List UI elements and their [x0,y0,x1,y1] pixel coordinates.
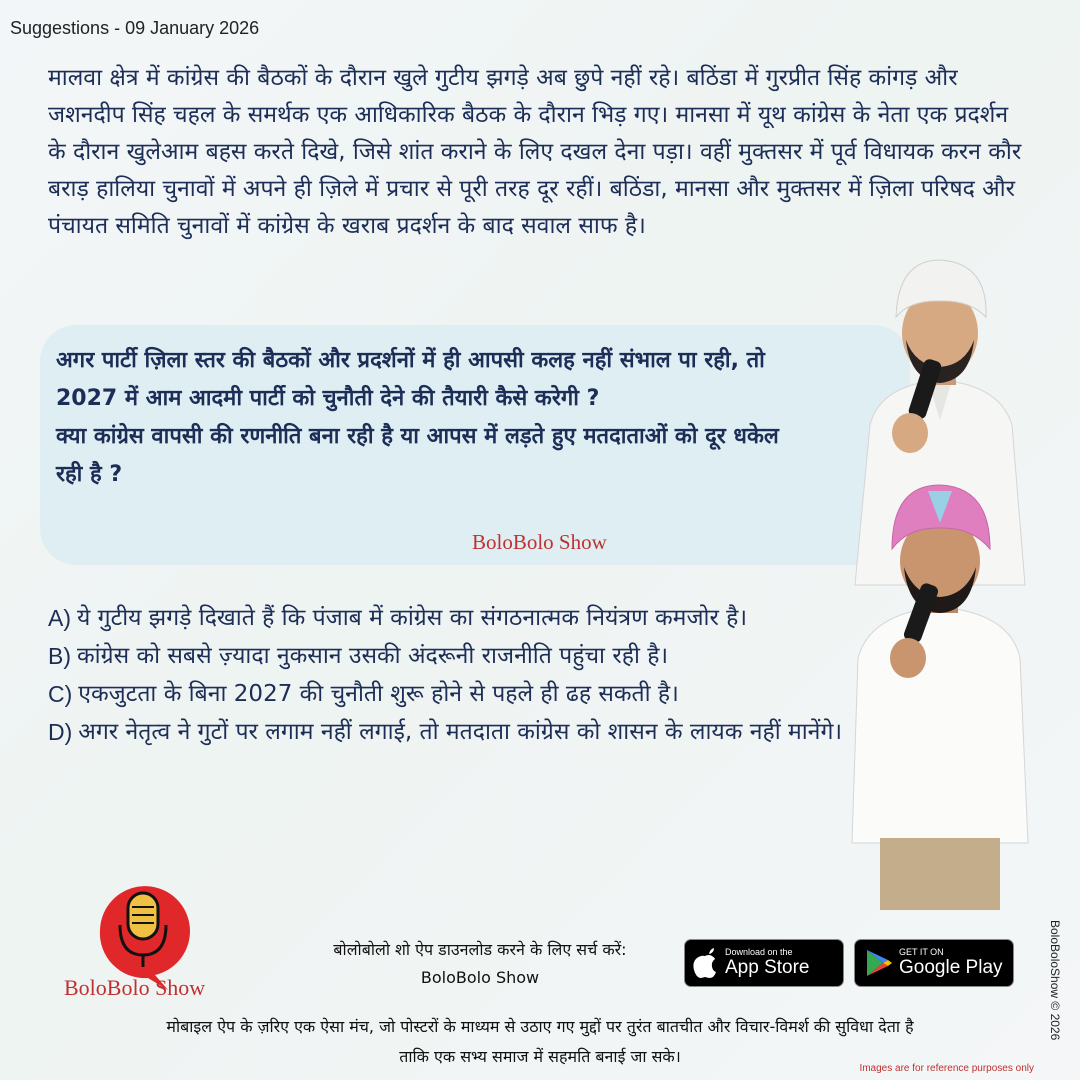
app-store-big-text: App Store [725,957,810,978]
app-store-button[interactable] [684,939,844,987]
option-text: कांग्रेस को सबसे ज़्यादा नुकसान उसकी अंदरूनी राजनीति पहुंचा रही है। [77,643,669,669]
hosts-illustration [840,255,1040,910]
brand-watermark: BoloBolo Show [472,530,607,554]
option-text: अगर नेतृत्व ने गुटों पर लगाम नहीं लगाई, तो मतदाता कांग्रेस को शासन के लायक नहीं मानेंगे। [78,719,843,745]
download-line-1: बोलोबोलो शो ऐप डाउनलोड करने के लिए सर्च करें: [333,940,627,959]
option-c[interactable] [48,676,868,712]
download-line-2: BoloBolo Show [420,968,540,987]
google-play-icon [855,945,899,981]
option-b[interactable] [48,638,868,674]
question-text [56,342,796,494]
copyright [1048,920,1076,1060]
option-text: एकजुटता के बिना 2027 की चुनौती शुरू होने से पहले ही ढह सकती है। [78,681,679,707]
option-text: ये गुटीय झगड़े दिखाते हैं कि पंजाब में कांग्रेस का संगठनात्मक नियंत्रण कमजोर है। [77,605,748,631]
question-line-2: क्या कांग्रेस वापसी की रणनीति बना रही है या आपस में लड़ते हुए मतदाताओं को दूर धकेल रही है ? [56,424,779,487]
intro-paragraph: मालवा क्षेत्र में कांग्रेस की बैठकों के दौरान खुले गुटीय झगड़े अब छुपे नहीं रहे। बठिंडा में गुरप्रीत सिंह कांगड़ और जशनदीप सिंह चहल के समर्थक एक आधिकारिक बैठक के दौरान भिड़ गए। मानसा में यूथ कांग्रेस के नेता एक प्रदर्शन के दौरान खुलेआम बहस करते दिखे, जिसे शांत कराने के लिए दखल देना पड़ा। वहीं मुक्तसर में पूर्व विधायक करन कौर बराड़ हालिया चुनावों में अपने ही ज़िले में प्रचार से पूरी तरह दूर रहीं। बठिंडा, मानसा और मुक्तसर में ज़िला परिषद और पंचायत समिति चुनावों में कांग्रेस के खराब प्रदर्शन के बाद सवाल साफ है। [48,65,1022,239]
tagline-line-2: ताकि एक सभ्य समाज में सहमति बनाई जा सके। [399,1047,681,1066]
google-play-big-text: Google Play [899,957,1003,978]
option-a[interactable] [48,600,868,636]
google-play-small-text: GET IT ON [899,947,944,957]
download-instructions [300,936,660,992]
host-pink-turban [840,483,1040,910]
option-letter: D) [48,719,73,745]
date-label: Suggestions - 09 January 2026 [10,18,260,38]
logo-name: BoloBolo Show [64,975,206,1000]
image-disclaimer: Images are for reference purposes only [859,1063,1034,1074]
question-line-1: अगर पार्टी ज़िला स्तर की बैठकों और प्रदर्शनों में ही आपसी कलह नहीं संभाल पा रही, तो 2027 में आम आदमी पार्टी को चुनौती देने की तैयारी कैसे करेगी ? [56,348,765,411]
option-letter: B) [48,643,71,669]
tagline-line-1: मोबाइल ऐप के ज़रिए एक ऐसा मंच, जो पोस्टरों के माध्यम से उठाए गए मुद्दों पर तुरंत बातचीत और विचार-विमर्श की सुविधा देता है [166,1017,914,1036]
answer-options [48,600,868,752]
option-d[interactable] [48,714,868,750]
google-play-button[interactable] [854,939,1014,987]
option-letter: C) [48,681,73,707]
copyright-text: BoloBoloShow © 2026 [1048,920,1062,1041]
option-letter: A) [48,605,71,631]
app-store-small-text: Download on the [725,947,793,957]
apple-icon [685,945,725,981]
